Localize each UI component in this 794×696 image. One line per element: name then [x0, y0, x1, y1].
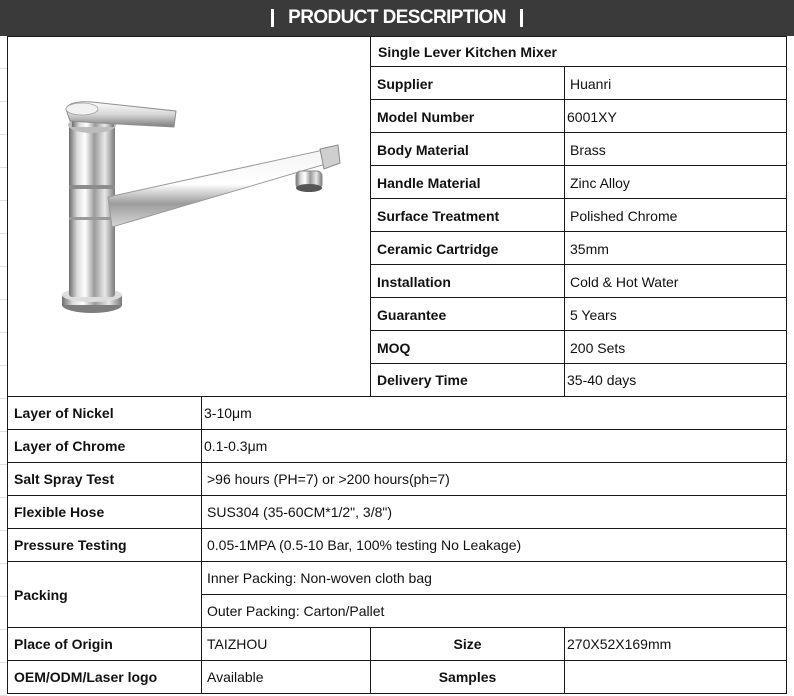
spec-value-moq: 200 Sets	[570, 339, 626, 356]
table-border-bottom	[7, 693, 787, 694]
samples-value	[565, 661, 786, 693]
origin-label: Place of Origin	[14, 636, 113, 652]
spec-row-line	[370, 297, 787, 298]
spec-row-line	[370, 198, 787, 199]
oem-label: OEM/ODM/Laser logo	[14, 669, 158, 685]
detail-row-line	[7, 462, 787, 463]
origin-value: TAIZHOU	[207, 636, 268, 652]
detail-row-line	[7, 561, 787, 562]
detail-label-layer-of-nickel: Layer of Nickel	[14, 405, 114, 421]
table-border-right	[786, 36, 787, 694]
spec-label-installation: Installation	[377, 273, 451, 290]
detail-value-salt-spray-test: >96 hours (PH=7) or >200 hours(ph=7)	[207, 471, 450, 487]
detail-label-flexible-hose: Flexible Hose	[14, 504, 105, 520]
spec-label-ceramic-cartridge: Ceramic Cartridge	[377, 240, 499, 257]
packing-inner: Inner Packing: Non-woven cloth bag	[207, 570, 432, 586]
spec-row-line	[370, 231, 787, 232]
spec-label-delivery-time: Delivery Time	[377, 372, 468, 388]
product-name: Single Lever Kitchen Mixer	[378, 43, 557, 60]
detail-row-line	[7, 429, 787, 430]
spec-label-moq: MOQ	[377, 339, 411, 356]
spec-value-supplier: Huanri	[570, 75, 612, 92]
spec-label-supplier: Supplier	[377, 75, 434, 92]
spec-value-model-number: 6001XY	[567, 108, 617, 125]
detail-value-layer-of-chrome: 0.1-0.3μm	[204, 438, 268, 454]
header-bar-left	[271, 9, 274, 27]
spec-label-handle-material: Handle Material	[377, 174, 481, 191]
spec-row-line	[370, 132, 787, 133]
size-value: 270X52X169mm	[567, 636, 672, 652]
photo-divider	[370, 36, 371, 396]
packing-outer: Outer Packing: Carton/Pallet	[207, 603, 385, 619]
table-border-top	[7, 36, 787, 37]
detail-row-line	[7, 528, 787, 529]
detail-label-packing: Packing	[14, 586, 68, 603]
detail-label-pressure-testing: Pressure Testing	[14, 537, 127, 553]
header-bar-right	[520, 9, 523, 27]
spec-row-line	[370, 66, 787, 67]
detail-row-line	[7, 396, 787, 397]
detail-column-divider	[201, 396, 202, 694]
detail-value-pressure-testing: 0.05-1MPA (0.5-10 Bar, 100% testing No Leakage)	[207, 537, 522, 553]
sheet-margin-grid	[0, 36, 7, 696]
detail-label-layer-of-chrome: Layer of Chrome	[14, 438, 126, 454]
spec-value-delivery-time: 35-40 days	[567, 372, 637, 388]
spec-value-guarantee: 5 Years	[570, 306, 617, 323]
detail-row-line	[7, 627, 787, 628]
detail-label-salt-spray-test: Salt Spray Test	[14, 471, 115, 487]
product-image	[8, 37, 370, 395]
spec-row-line	[370, 99, 787, 100]
spec-row-line	[370, 165, 787, 166]
samples-label: Samples	[438, 669, 497, 685]
detail-row-line	[7, 660, 787, 661]
detail-row-line	[7, 495, 787, 496]
page-title: PRODUCT DESCRIPTION	[288, 7, 506, 28]
spec-value-installation: Cold & Hot Water	[570, 273, 679, 290]
detail-value-layer-of-nickel: 3-10μm	[204, 405, 252, 421]
spec-label-surface-treatment: Surface Treatment	[377, 207, 500, 224]
spec-row-line	[370, 264, 787, 265]
spec-row-line	[370, 363, 787, 364]
spec-value-handle-material: Zinc Alloy	[570, 174, 630, 191]
table-border-left	[7, 36, 8, 694]
spec-value-ceramic-cartridge: 35mm	[570, 240, 609, 257]
spec-label-body-material: Body Material	[377, 141, 469, 158]
spec-value-surface-treatment: Polished Chrome	[570, 207, 678, 224]
spec-row-line	[370, 330, 787, 331]
spec-label-model-number: Model Number	[377, 108, 475, 125]
oem-value: Available	[207, 669, 264, 685]
origin-size-divider	[370, 627, 371, 694]
page-header	[0, 0, 794, 36]
kitchen-faucet-icon	[8, 37, 370, 395]
detail-value-flexible-hose: SUS304 (35-60CM*1/2", 3/8")	[207, 504, 393, 520]
size-value-divider	[564, 627, 565, 694]
spec-value-body-material: Brass	[570, 141, 606, 158]
packing-split-line	[201, 594, 787, 595]
size-label: Size	[453, 636, 482, 652]
spec-label-guarantee: Guarantee	[377, 306, 447, 323]
